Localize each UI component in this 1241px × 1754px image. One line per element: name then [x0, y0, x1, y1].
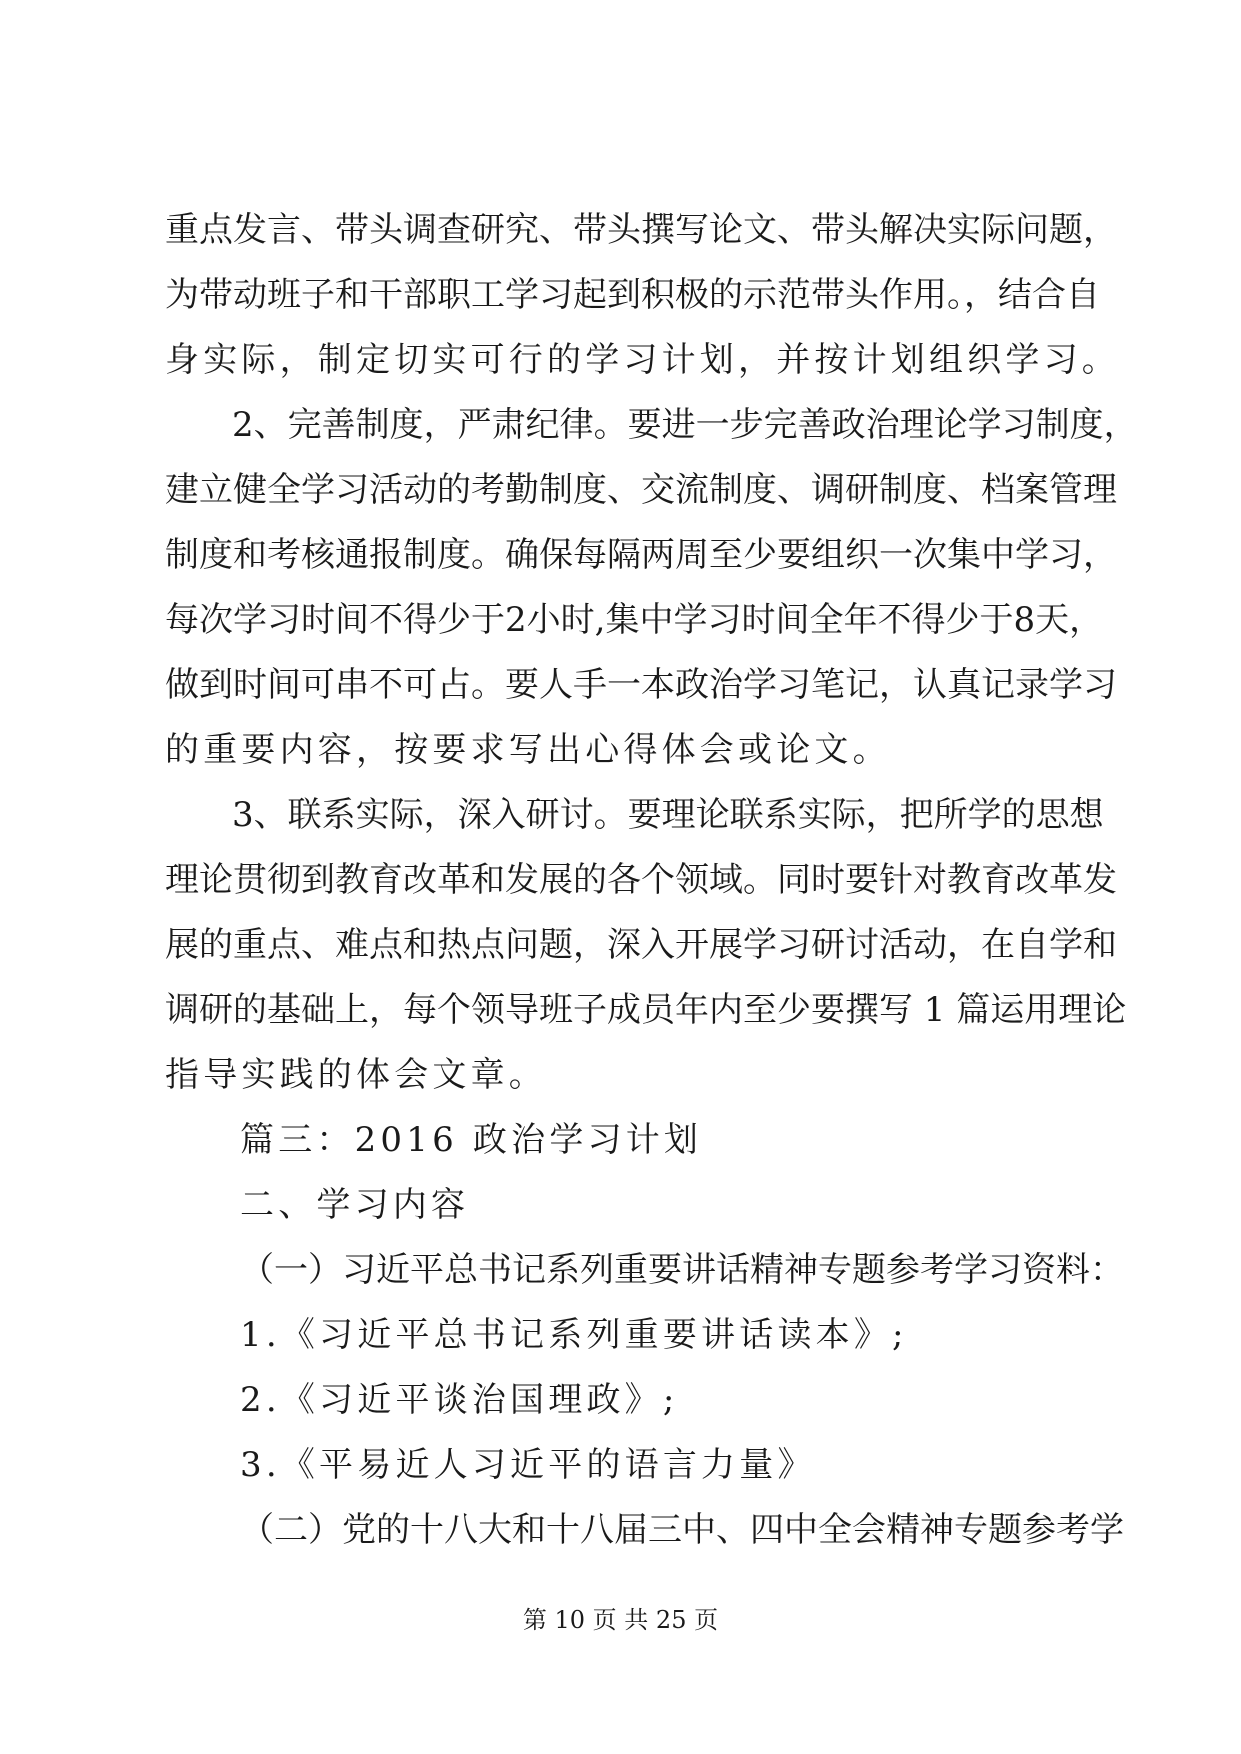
- page-number-footer: 第 10 页 共 25 页: [522, 1606, 719, 1634]
- paragraph-line: 的重要内容，按要求写出心得体会或论文。: [165, 730, 891, 770]
- paragraph-line: 做到时间可串不可占。要人手一本政治学习笔记，认真记录学习: [165, 665, 1117, 705]
- paragraph-line: 为带动班子和干部职工学习起到积极的示范带头作用。，结合自: [165, 275, 1100, 315]
- paragraph-line: 身实际，制定切实可行的学习计划，并按计划组织学习。: [165, 340, 1120, 380]
- paragraph-line: 建立健全学习活动的考勤制度、交流制度、调研制度、档案管理: [165, 470, 1117, 510]
- paragraph-line: 3、联系实际，深入研讨。要理论联系实际，把所学的思想: [232, 795, 1104, 835]
- subsection-heading: （一）习近平总书记系列重要讲话精神专题参考学习资料：: [240, 1250, 1124, 1290]
- section-heading: 篇三：2016 政治学习计划: [240, 1120, 703, 1160]
- paragraph-line: 指导实践的体会文章。: [165, 1055, 547, 1095]
- section-heading: 二、学习内容: [240, 1185, 470, 1225]
- paragraph-line: 重点发言、带头调查研究、带头撰写论文、带头解决实际问题，: [165, 210, 1117, 250]
- paragraph-line: 制度和考核通报制度。确保每隔两周至少要组织一次集中学习，: [165, 535, 1117, 575]
- list-item: 3.《平易近人习近平的语言力量》: [240, 1445, 816, 1485]
- paragraph-line: 调研的基础上，每个领导班子成员年内至少要撰写 1 篇运用理论: [165, 990, 1127, 1030]
- subsection-heading: （二）党的十八大和十八届三中、四中全会精神专题参考学: [240, 1510, 1124, 1550]
- list-item: 2.《习近平谈治国理政》;: [240, 1380, 679, 1420]
- paragraph-line: 2、完善制度，严肃纪律。要进一步完善政治理论学习制度，: [232, 405, 1138, 445]
- paragraph-line: 每次学习时间不得少于2小时,集中学习时间全年不得少于8天，: [165, 600, 1104, 640]
- paragraph-line: 理论贯彻到教育改革和发展的各个领域。同时要针对教育改革发: [165, 860, 1117, 900]
- list-item: 1.《习近平总书记系列重要讲话读本》;: [240, 1315, 908, 1355]
- paragraph-line: 展的重点、难点和热点问题，深入开展学习研讨活动，在自学和: [165, 925, 1117, 965]
